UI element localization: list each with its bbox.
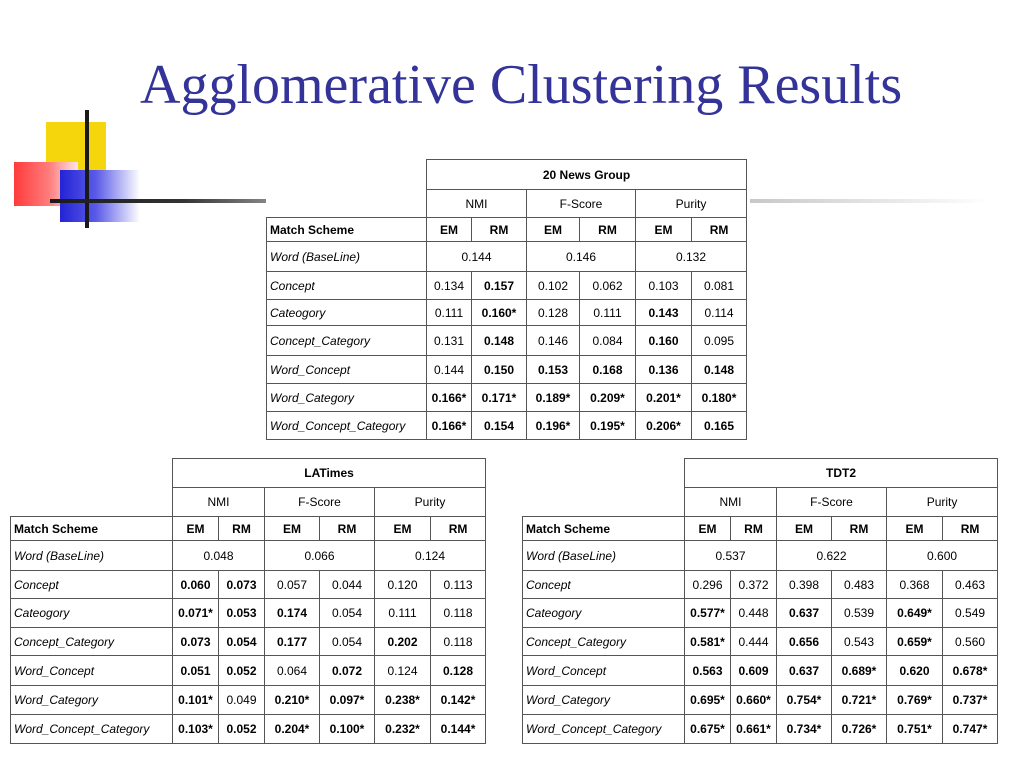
metric-header: NMI (685, 488, 777, 517)
scheme-header: EM (636, 218, 692, 242)
value-cell: 0.111 (580, 300, 636, 326)
table-row (11, 715, 486, 744)
value-cell: 0.695* (685, 686, 731, 715)
match-scheme-label: Match Scheme (523, 517, 685, 541)
value-cell: 0.166* (427, 412, 472, 440)
row-label: Word (BaseLine) (523, 541, 685, 571)
value-cell: 0.060 (173, 571, 219, 599)
value-cell: 0.153 (527, 356, 580, 384)
table-row (523, 571, 998, 599)
value-cell: 0.111 (375, 599, 431, 628)
value-cell: 0.747* (943, 715, 998, 744)
value-cell: 0.196* (527, 412, 580, 440)
decorative-blue-square (60, 170, 140, 222)
decorative-vertical-line (85, 110, 89, 228)
value-cell: 0.549 (943, 599, 998, 628)
scheme-header: RM (832, 517, 887, 541)
baseline-value: 0.066 (265, 541, 375, 571)
value-cell: 0.751* (887, 715, 943, 744)
value-cell: 0.174 (265, 599, 320, 628)
table-row (267, 326, 747, 356)
table-row (523, 599, 998, 628)
value-cell: 0.372 (731, 571, 777, 599)
value-cell: 0.202 (375, 628, 431, 656)
scheme-header: EM (777, 517, 832, 541)
scheme-header-row (267, 218, 747, 242)
scheme-header: EM (685, 517, 731, 541)
value-cell: 0.150 (472, 356, 527, 384)
corner-cell (267, 160, 427, 218)
row-label: Cateogory (267, 300, 427, 326)
value-cell: 0.483 (832, 571, 887, 599)
table-row (523, 686, 998, 715)
value-cell: 0.118 (431, 599, 486, 628)
row-label: Cateogory (523, 599, 685, 628)
value-cell: 0.062 (580, 272, 636, 300)
value-cell: 0.100* (320, 715, 375, 744)
value-cell: 0.103* (173, 715, 219, 744)
table-row (267, 300, 747, 326)
value-cell: 0.238* (375, 686, 431, 715)
value-cell: 0.114 (692, 300, 747, 326)
metric-header: NMI (427, 190, 527, 218)
scheme-header: EM (527, 218, 580, 242)
value-cell: 0.189* (527, 384, 580, 412)
value-cell: 0.064 (265, 656, 320, 686)
table-row (11, 599, 486, 628)
value-cell: 0.148 (472, 326, 527, 356)
baseline-value: 0.144 (427, 242, 527, 272)
dataset-header-row (523, 459, 998, 488)
value-cell: 0.095 (692, 326, 747, 356)
value-cell: 0.368 (887, 571, 943, 599)
value-cell: 0.144 (427, 356, 472, 384)
value-cell: 0.232* (375, 715, 431, 744)
value-cell: 0.081 (692, 272, 747, 300)
value-cell: 0.754* (777, 686, 832, 715)
scheme-header: RM (320, 517, 375, 541)
dataset-name: 20 News Group (427, 160, 747, 190)
row-label: Word (BaseLine) (267, 242, 427, 272)
table-row (267, 356, 747, 384)
baseline-row (267, 242, 747, 272)
value-cell: 0.053 (219, 599, 265, 628)
value-cell: 0.296 (685, 571, 731, 599)
baseline-row (11, 541, 486, 571)
decorative-horizontal-line-fade (750, 199, 990, 203)
table-row (523, 715, 998, 744)
table-row (11, 686, 486, 715)
row-label: Cateogory (11, 599, 173, 628)
corner-cell (11, 459, 173, 517)
row-label: Word_Concept (11, 656, 173, 686)
value-cell: 0.131 (427, 326, 472, 356)
value-cell: 0.166* (427, 384, 472, 412)
value-cell: 0.054 (320, 599, 375, 628)
row-label: Concept (267, 272, 427, 300)
value-cell: 0.051 (173, 656, 219, 686)
baseline-value: 0.600 (887, 541, 998, 571)
value-cell: 0.128 (527, 300, 580, 326)
value-cell: 0.146 (527, 326, 580, 356)
value-cell: 0.637 (777, 656, 832, 686)
value-cell: 0.136 (636, 356, 692, 384)
value-cell: 0.737* (943, 686, 998, 715)
results-table-tdt2 (522, 458, 998, 744)
value-cell: 0.052 (219, 656, 265, 686)
dataset-header-row (267, 160, 747, 190)
value-cell: 0.637 (777, 599, 832, 628)
baseline-value: 0.622 (777, 541, 887, 571)
value-cell: 0.581* (685, 628, 731, 656)
results-table-20-news-group (266, 159, 747, 440)
metric-header: Purity (636, 190, 747, 218)
row-label: Concept (523, 571, 685, 599)
value-cell: 0.659* (887, 628, 943, 656)
metric-header: F-Score (777, 488, 887, 517)
value-cell: 0.661* (731, 715, 777, 744)
scheme-header: EM (375, 517, 431, 541)
slide-title: Agglomerative Clustering Results (140, 54, 903, 116)
value-cell: 0.144* (431, 715, 486, 744)
row-label: Word_Concept (267, 356, 427, 384)
value-cell: 0.103 (636, 272, 692, 300)
value-cell: 0.563 (685, 656, 731, 686)
value-cell: 0.148 (692, 356, 747, 384)
value-cell: 0.209* (580, 384, 636, 412)
value-cell: 0.072 (320, 656, 375, 686)
row-label: Word_Category (267, 384, 427, 412)
baseline-value: 0.132 (636, 242, 747, 272)
value-cell: 0.054 (320, 628, 375, 656)
value-cell: 0.444 (731, 628, 777, 656)
scheme-header: RM (731, 517, 777, 541)
corner-cell (523, 459, 685, 517)
value-cell: 0.052 (219, 715, 265, 744)
value-cell: 0.180* (692, 384, 747, 412)
dataset-name: LATimes (173, 459, 486, 488)
value-cell: 0.124 (375, 656, 431, 686)
value-cell: 0.111 (427, 300, 472, 326)
value-cell: 0.204* (265, 715, 320, 744)
value-cell: 0.071* (173, 599, 219, 628)
value-cell: 0.206* (636, 412, 692, 440)
value-cell: 0.165 (692, 412, 747, 440)
value-cell: 0.210* (265, 686, 320, 715)
value-cell: 0.398 (777, 571, 832, 599)
match-scheme-label: Match Scheme (11, 517, 173, 541)
dataset-name: TDT2 (685, 459, 998, 488)
value-cell: 0.168 (580, 356, 636, 384)
row-label: Concept_Category (523, 628, 685, 656)
scheme-header: EM (427, 218, 472, 242)
value-cell: 0.073 (219, 571, 265, 599)
dataset-header-row (11, 459, 486, 488)
results-table-latimes (10, 458, 486, 744)
value-cell: 0.177 (265, 628, 320, 656)
scheme-header: EM (265, 517, 320, 541)
metric-header: Purity (887, 488, 998, 517)
metric-header: Purity (375, 488, 486, 517)
table-row (267, 272, 747, 300)
value-cell: 0.689* (832, 656, 887, 686)
value-cell: 0.118 (431, 628, 486, 656)
metric-header: F-Score (265, 488, 375, 517)
table-row (523, 656, 998, 686)
table-row (523, 628, 998, 656)
value-cell: 0.044 (320, 571, 375, 599)
row-label: Word_Concept_Category (267, 412, 427, 440)
row-label: Word (BaseLine) (11, 541, 173, 571)
value-cell: 0.143 (636, 300, 692, 326)
baseline-value: 0.124 (375, 541, 486, 571)
value-cell: 0.660* (731, 686, 777, 715)
table-row (267, 384, 747, 412)
value-cell: 0.128 (431, 656, 486, 686)
baseline-value: 0.146 (527, 242, 636, 272)
value-cell: 0.049 (219, 686, 265, 715)
value-cell: 0.678* (943, 656, 998, 686)
value-cell: 0.577* (685, 599, 731, 628)
value-cell: 0.539 (832, 599, 887, 628)
scheme-header-row (11, 517, 486, 541)
value-cell: 0.195* (580, 412, 636, 440)
match-scheme-label: Match Scheme (267, 218, 427, 242)
table-row (11, 656, 486, 686)
row-label: Concept_Category (267, 326, 427, 356)
value-cell: 0.057 (265, 571, 320, 599)
scheme-header: EM (173, 517, 219, 541)
metric-header: F-Score (527, 190, 636, 218)
scheme-header-row (523, 517, 998, 541)
row-label: Word_Concept_Category (11, 715, 173, 744)
value-cell: 0.649* (887, 599, 943, 628)
table-row (11, 571, 486, 599)
value-cell: 0.656 (777, 628, 832, 656)
scheme-header: RM (472, 218, 527, 242)
metric-header: NMI (173, 488, 265, 517)
value-cell: 0.171* (472, 384, 527, 412)
value-cell: 0.097* (320, 686, 375, 715)
value-cell: 0.157 (472, 272, 527, 300)
baseline-value: 0.537 (685, 541, 777, 571)
scheme-header: RM (580, 218, 636, 242)
scheme-header: RM (692, 218, 747, 242)
row-label: Word_Category (11, 686, 173, 715)
row-label: Word_Concept (523, 656, 685, 686)
value-cell: 0.609 (731, 656, 777, 686)
value-cell: 0.463 (943, 571, 998, 599)
value-cell: 0.073 (173, 628, 219, 656)
table-row (11, 628, 486, 656)
scheme-header: RM (219, 517, 265, 541)
value-cell: 0.154 (472, 412, 527, 440)
value-cell: 0.160* (472, 300, 527, 326)
value-cell: 0.448 (731, 599, 777, 628)
value-cell: 0.620 (887, 656, 943, 686)
value-cell: 0.726* (832, 715, 887, 744)
value-cell: 0.560 (943, 628, 998, 656)
value-cell: 0.675* (685, 715, 731, 744)
row-label: Concept_Category (11, 628, 173, 656)
scheme-header: EM (887, 517, 943, 541)
baseline-value: 0.048 (173, 541, 265, 571)
table-row (267, 412, 747, 440)
value-cell: 0.113 (431, 571, 486, 599)
row-label: Word_Category (523, 686, 685, 715)
value-cell: 0.084 (580, 326, 636, 356)
value-cell: 0.721* (832, 686, 887, 715)
value-cell: 0.120 (375, 571, 431, 599)
value-cell: 0.101* (173, 686, 219, 715)
value-cell: 0.160 (636, 326, 692, 356)
value-cell: 0.054 (219, 628, 265, 656)
value-cell: 0.543 (832, 628, 887, 656)
value-cell: 0.201* (636, 384, 692, 412)
value-cell: 0.102 (527, 272, 580, 300)
value-cell: 0.134 (427, 272, 472, 300)
scheme-header: RM (431, 517, 486, 541)
value-cell: 0.142* (431, 686, 486, 715)
value-cell: 0.734* (777, 715, 832, 744)
value-cell: 0.769* (887, 686, 943, 715)
scheme-header: RM (943, 517, 998, 541)
baseline-row (523, 541, 998, 571)
decorative-horizontal-line (50, 199, 270, 203)
row-label: Concept (11, 571, 173, 599)
row-label: Word_Concept_Category (523, 715, 685, 744)
